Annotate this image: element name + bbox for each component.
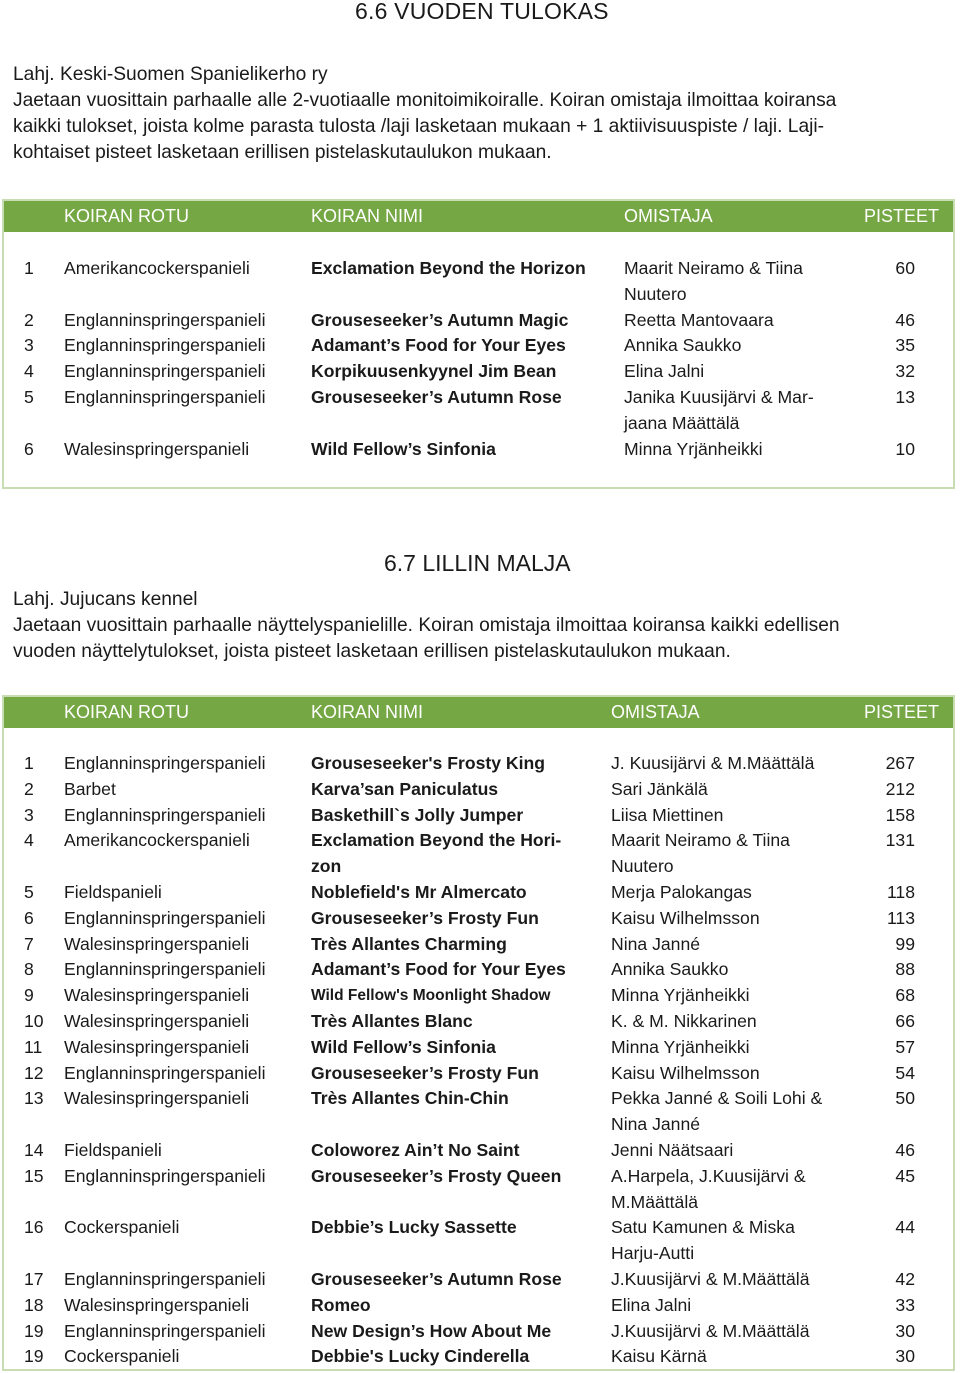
owner-line: J. Kuusijärvi & M.Määttälä xyxy=(611,753,815,773)
points-cell: 30 xyxy=(895,1320,915,1341)
owner-line: jaana Määttälä xyxy=(624,412,740,433)
owner-cell xyxy=(611,1293,691,1319)
header-points: PISTEET xyxy=(863,206,939,226)
breed-cell: Fieldspanieli xyxy=(64,882,162,902)
rank-number: 9 xyxy=(24,985,34,1006)
owner-line: Annika Saukko xyxy=(624,335,742,356)
dog-name-cell xyxy=(311,777,498,803)
dog-name-line: Très Allantes Chin-Chin xyxy=(311,1088,509,1109)
breed-cell: Englanninspringerspanieli xyxy=(64,753,266,773)
dog-name-cell xyxy=(311,983,550,1009)
breed-cell: Fieldspanieli xyxy=(64,1140,162,1160)
rank-number: 2 xyxy=(24,778,34,799)
dog-name-cell xyxy=(311,359,556,385)
dog-name-cell xyxy=(311,256,586,282)
owner-line: J.Kuusijärvi & M.Määttälä xyxy=(611,1320,810,1341)
owner-cell xyxy=(611,1164,806,1216)
breed-cell: Walesinspringerspanieli xyxy=(64,985,250,1006)
dog-name-cell xyxy=(311,803,523,829)
dog-name-line: Wild Fellow’s Sinfonia xyxy=(311,1036,496,1057)
intro-line: Jaetaan vuosittain parhaalle alle 2-vuotiaalle monitoimikoiralle. Koiran omistaja ilmoittaa koiransa xyxy=(13,90,837,111)
owner-line: Nuutero xyxy=(611,856,674,877)
breed-cell: Englanninspringerspanieli xyxy=(64,1165,266,1186)
owner-line: Kaisu Wilhelmsson xyxy=(611,907,760,928)
rank-number: 10 xyxy=(24,1011,44,1031)
dog-name-line: Coloworez Ain’t No Saint xyxy=(311,1140,520,1160)
table-row xyxy=(4,1215,953,1267)
dog-name-line: Noblefield's Mr Almercato xyxy=(311,882,527,902)
owner-cell xyxy=(611,1086,822,1138)
dog-name-line: Grouseseeker’s Autumn Rose xyxy=(311,387,562,407)
rank-number: 6 xyxy=(24,438,34,459)
dog-name-cell xyxy=(311,1215,517,1241)
dog-name-line: Grouseseeker’s Autumn Magic xyxy=(311,309,569,330)
breed-cell: Walesinspringerspanieli xyxy=(64,438,250,459)
rank-number: 15 xyxy=(24,1165,44,1186)
section-title-vuoden-tulokas: 6.6 VUODEN TULOKAS xyxy=(355,0,609,24)
dog-name-line: Grouseseeker’s Frosty Fun xyxy=(311,907,539,928)
table-row xyxy=(4,751,953,777)
points-cell: 212 xyxy=(885,778,915,799)
points-cell: 66 xyxy=(895,1011,915,1031)
header-breed: KOIRAN ROTU xyxy=(64,206,190,226)
dog-name-cell xyxy=(311,333,566,359)
dog-name-cell xyxy=(311,1061,539,1087)
rank-number: 5 xyxy=(24,387,34,407)
dog-name-cell xyxy=(311,932,507,958)
header-dog-name: KOIRAN NIMI xyxy=(311,206,424,226)
dog-name-line: Wild Fellow's Moonlight Shadow xyxy=(311,987,551,1005)
points-cell: 50 xyxy=(895,1088,915,1109)
owner-cell xyxy=(624,385,814,437)
points-cell: 30 xyxy=(895,1346,915,1367)
owner-cell xyxy=(611,777,708,803)
breed-cell: Walesinspringerspanieli xyxy=(64,933,250,954)
rank-number: 13 xyxy=(24,1088,44,1109)
dog-name-line: Grouseseeker’s Frosty Fun xyxy=(311,1062,539,1083)
points-cell: 99 xyxy=(895,933,915,954)
owner-line: Sari Jänkälä xyxy=(611,778,708,799)
table-row xyxy=(4,1344,953,1370)
table-row xyxy=(4,308,953,334)
rank-number: 3 xyxy=(24,804,34,825)
dog-name-cell xyxy=(311,828,561,880)
owner-cell xyxy=(611,1215,795,1267)
points-cell: 45 xyxy=(895,1165,915,1186)
owner-line: Nina Janné xyxy=(611,933,701,954)
table-row xyxy=(4,1293,953,1319)
points-cell: 267 xyxy=(885,753,915,773)
intro-line: kohtaiset pisteet lasketaan erillisen pistelaskutaulukon mukaan. xyxy=(13,142,552,163)
header-owner: OMISTAJA xyxy=(624,206,713,226)
owner-line: A.Harpela, J.Kuusijärvi & xyxy=(611,1165,806,1186)
header-owner: OMISTAJA xyxy=(611,702,700,722)
dog-name-line: New Design’s How About Me xyxy=(311,1320,552,1341)
owner-line: Annika Saukko xyxy=(611,959,729,980)
header-dog-name: KOIRAN NIMI xyxy=(311,702,424,722)
owner-cell xyxy=(611,1061,760,1087)
intro-line: vuoden näyttelytulokset, joista pisteet lasketaan erillisen pistelaskutaulukon mukaan. xyxy=(13,641,731,662)
dog-name-cell xyxy=(311,308,568,334)
owner-line: Minna Yrjänheikki xyxy=(624,438,763,459)
dog-name-cell xyxy=(311,751,545,777)
owner-cell xyxy=(611,803,723,829)
points-cell: 35 xyxy=(895,335,915,356)
table-row xyxy=(4,1061,953,1087)
points-cell: 46 xyxy=(895,309,915,330)
owner-line: Kaisu Wilhelmsson xyxy=(611,1062,760,1083)
dog-name-line: Grouseseeker's Frosty King xyxy=(311,753,545,773)
rank-number: 4 xyxy=(24,830,34,851)
owner-cell xyxy=(611,932,700,958)
owner-cell xyxy=(611,1138,733,1164)
owner-cell xyxy=(611,957,728,983)
owner-cell xyxy=(611,828,790,880)
rank-number: 19 xyxy=(24,1346,44,1367)
rank-number: 12 xyxy=(24,1062,44,1083)
points-cell: 68 xyxy=(895,985,915,1006)
owner-cell xyxy=(611,1009,757,1035)
owner-line: Elina Jalni xyxy=(611,1294,692,1315)
owner-line: Nina Janné xyxy=(611,1114,701,1135)
owner-line: Maarit Neiramo & Tiina xyxy=(624,258,803,278)
rank-number: 4 xyxy=(24,361,34,382)
owner-cell xyxy=(611,751,814,777)
table-row xyxy=(4,256,953,308)
owner-line: M.Määttälä xyxy=(611,1191,699,1212)
section-intro-lillin-malja xyxy=(13,587,953,665)
table-row xyxy=(4,777,953,803)
owner-line: J.Kuusijärvi & M.Määttälä xyxy=(611,1269,810,1289)
intro-line: Lahj. Jujucans kennel xyxy=(13,589,198,610)
points-cell: 88 xyxy=(895,959,915,980)
owner-cell xyxy=(611,1344,707,1370)
rank-number: 5 xyxy=(24,882,34,902)
dog-name-line: Debbie’s Lucky Sassette xyxy=(311,1217,517,1238)
breed-cell: Englanninspringerspanieli xyxy=(64,387,266,407)
owner-line: Minna Yrjänheikki xyxy=(611,1036,750,1057)
points-cell: 60 xyxy=(895,258,915,278)
dog-name-cell xyxy=(311,1035,496,1061)
dog-name-cell xyxy=(311,1267,562,1293)
rank-number: 11 xyxy=(24,1036,43,1057)
rank-number: 7 xyxy=(24,933,34,954)
breed-cell: Englanninspringerspanieli xyxy=(64,1320,266,1341)
rank-number: 2 xyxy=(24,309,34,330)
owner-cell xyxy=(611,1035,750,1061)
breed-cell: Englanninspringerspanieli xyxy=(64,959,266,980)
table-row xyxy=(4,1086,953,1138)
breed-cell: Amerikancockerspanieli xyxy=(64,830,250,851)
points-cell: 42 xyxy=(895,1269,915,1289)
dog-name-line: zon xyxy=(311,856,342,877)
breed-cell: Englanninspringerspanieli xyxy=(64,335,266,356)
dog-name-line: Wild Fellow’s Sinfonia xyxy=(311,438,496,459)
table-row xyxy=(4,1035,953,1061)
breed-cell: Englanninspringerspanieli xyxy=(64,361,266,382)
dog-name-cell xyxy=(311,437,496,463)
table-row xyxy=(4,932,953,958)
dog-name-line: Exclamation Beyond the Hori- xyxy=(311,830,562,851)
table-row xyxy=(4,437,953,463)
owner-cell xyxy=(624,308,774,334)
section-intro-vuoden-tulokas xyxy=(13,62,953,166)
breed-cell: Englanninspringerspanieli xyxy=(64,309,266,330)
table-header xyxy=(4,201,953,232)
dog-name-line: Adamant’s Food for Your Eyes xyxy=(311,959,566,980)
table-row xyxy=(4,906,953,932)
rank-number: 1 xyxy=(24,258,34,278)
breed-cell: Englanninspringerspanieli xyxy=(64,804,266,825)
dog-name-line: Très Allantes Blanc xyxy=(311,1011,473,1031)
owner-line: Jenni Näätsaari xyxy=(611,1140,734,1160)
owner-line: Satu Kamunen & Miska xyxy=(611,1217,795,1238)
points-cell: 131 xyxy=(885,830,915,851)
owner-cell xyxy=(611,906,760,932)
table-row xyxy=(4,333,953,359)
table-header xyxy=(4,697,953,728)
owner-line: Reetta Mantovaara xyxy=(624,309,774,330)
table-row xyxy=(4,880,953,906)
dog-name-cell xyxy=(311,957,566,983)
rank-number: 6 xyxy=(24,907,34,928)
table-row xyxy=(4,983,953,1009)
dog-name-line: Grouseseeker’s Autumn Rose xyxy=(311,1269,562,1289)
owner-line: Merja Palokangas xyxy=(611,882,752,902)
rank-number: 18 xyxy=(24,1294,44,1315)
dog-name-line: Baskethill`s Jolly Jumper xyxy=(311,804,524,825)
owner-cell xyxy=(611,983,750,1009)
breed-cell: Englanninspringerspanieli xyxy=(64,1269,266,1289)
breed-cell: Englanninspringerspanieli xyxy=(64,1062,266,1083)
owner-line: Liisa Miettinen xyxy=(611,804,724,825)
owner-cell xyxy=(624,359,704,385)
breed-cell: Barbet xyxy=(64,778,116,799)
dog-name-cell xyxy=(311,880,527,906)
owner-line: Kaisu Kärnä xyxy=(611,1346,707,1367)
owner-cell xyxy=(624,256,803,308)
table-row xyxy=(4,957,953,983)
dog-name-line: Karva’san Paniculatus xyxy=(311,778,499,799)
owner-cell xyxy=(611,1319,810,1345)
owner-line: Nuutero xyxy=(624,283,687,304)
breed-cell: Walesinspringerspanieli xyxy=(64,1294,250,1315)
owner-cell xyxy=(611,880,752,906)
owner-cell xyxy=(611,1267,810,1293)
dog-name-cell xyxy=(311,1344,529,1370)
section-title-lillin-malja: 6.7 LILLIN MALJA xyxy=(384,550,571,576)
results-table-vuoden-tulokas xyxy=(2,199,955,489)
points-cell: 10 xyxy=(895,438,915,459)
dog-name-cell xyxy=(311,1086,509,1112)
dog-name-cell xyxy=(311,1009,473,1035)
table-row xyxy=(4,1138,953,1164)
owner-line: Elina Jalni xyxy=(624,361,705,382)
breed-cell: Walesinspringerspanieli xyxy=(64,1036,250,1057)
owner-line: K. & M. Nikkarinen xyxy=(611,1011,757,1031)
table-row xyxy=(4,1267,953,1293)
points-cell: 13 xyxy=(895,387,915,407)
rank-number: 17 xyxy=(24,1269,44,1289)
intro-line: Lahj. Keski-Suomen Spanielikerho ry xyxy=(13,64,328,85)
dog-name-line: Korpikuusenkyynel Jim Bean xyxy=(311,361,557,382)
table-row xyxy=(4,385,953,437)
owner-cell xyxy=(624,333,741,359)
points-cell: 44 xyxy=(895,1217,915,1238)
table-row xyxy=(4,359,953,385)
owner-line: Pekka Janné & Soili Lohi & xyxy=(611,1088,823,1109)
results-table-lillin-malja xyxy=(2,695,955,1371)
header-points: PISTEET xyxy=(863,702,939,722)
points-cell: 54 xyxy=(895,1062,915,1083)
dog-name-cell xyxy=(311,1138,520,1164)
breed-cell: Amerikancockerspanieli xyxy=(64,258,250,278)
rank-number: 19 xyxy=(24,1320,44,1341)
header-breed: KOIRAN ROTU xyxy=(64,702,190,722)
points-cell: 57 xyxy=(895,1036,915,1057)
breed-cell: Cockerspanieli xyxy=(64,1346,180,1367)
dog-name-line: Debbie's Lucky Cinderella xyxy=(311,1346,530,1367)
dog-name-cell xyxy=(311,385,562,411)
breed-cell: Englanninspringerspanieli xyxy=(64,907,266,928)
dog-name-line: Grouseseeker’s Frosty Queen xyxy=(311,1165,562,1186)
intro-line: Jaetaan vuosittain parhaalle näyttelyspanielille. Koiran omistaja ilmoittaa koiransa kaikki edellisen xyxy=(13,615,840,636)
owner-line: Maarit Neiramo & Tiina xyxy=(611,830,790,851)
dog-name-line: Adamant’s Food for Your Eyes xyxy=(311,335,566,356)
dog-name-cell xyxy=(311,1293,371,1319)
dog-name-cell xyxy=(311,906,539,932)
breed-cell: Cockerspanieli xyxy=(64,1217,180,1238)
rank-number: 3 xyxy=(24,335,34,356)
table-row xyxy=(4,828,953,880)
points-cell: 113 xyxy=(886,907,915,928)
points-cell: 46 xyxy=(895,1140,915,1160)
dog-name-line: Exclamation Beyond the Horizon xyxy=(311,258,586,278)
points-cell: 158 xyxy=(885,804,915,825)
dog-name-line: Romeo xyxy=(311,1294,371,1315)
dog-name-cell xyxy=(311,1319,551,1345)
rank-number: 16 xyxy=(24,1217,44,1238)
owner-line: Minna Yrjänheikki xyxy=(611,985,750,1006)
rank-number: 8 xyxy=(24,959,34,980)
points-cell: 32 xyxy=(895,361,915,382)
rank-number: 1 xyxy=(24,753,34,773)
dog-name-line: Très Allantes Charming xyxy=(311,933,507,954)
table-row xyxy=(4,1319,953,1345)
owner-line: Harju-Autti xyxy=(611,1243,695,1264)
owner-cell xyxy=(624,437,763,463)
owner-line: Janika Kuusijärvi & Mar- xyxy=(624,387,814,407)
dog-name-cell xyxy=(311,1164,561,1190)
table-row xyxy=(4,1164,953,1216)
table-row xyxy=(4,803,953,829)
points-cell: 33 xyxy=(895,1294,915,1315)
intro-line: kaikki tulokset, joista kolme parasta tulosta /laji lasketaan mukaan + 1 aktiivisuuspiste / laji. Laji- xyxy=(13,116,825,137)
table-row xyxy=(4,1009,953,1035)
breed-cell: Walesinspringerspanieli xyxy=(64,1088,250,1109)
rank-number: 14 xyxy=(24,1140,44,1160)
points-cell: 118 xyxy=(886,882,915,902)
breed-cell: Walesinspringerspanieli xyxy=(64,1011,250,1031)
